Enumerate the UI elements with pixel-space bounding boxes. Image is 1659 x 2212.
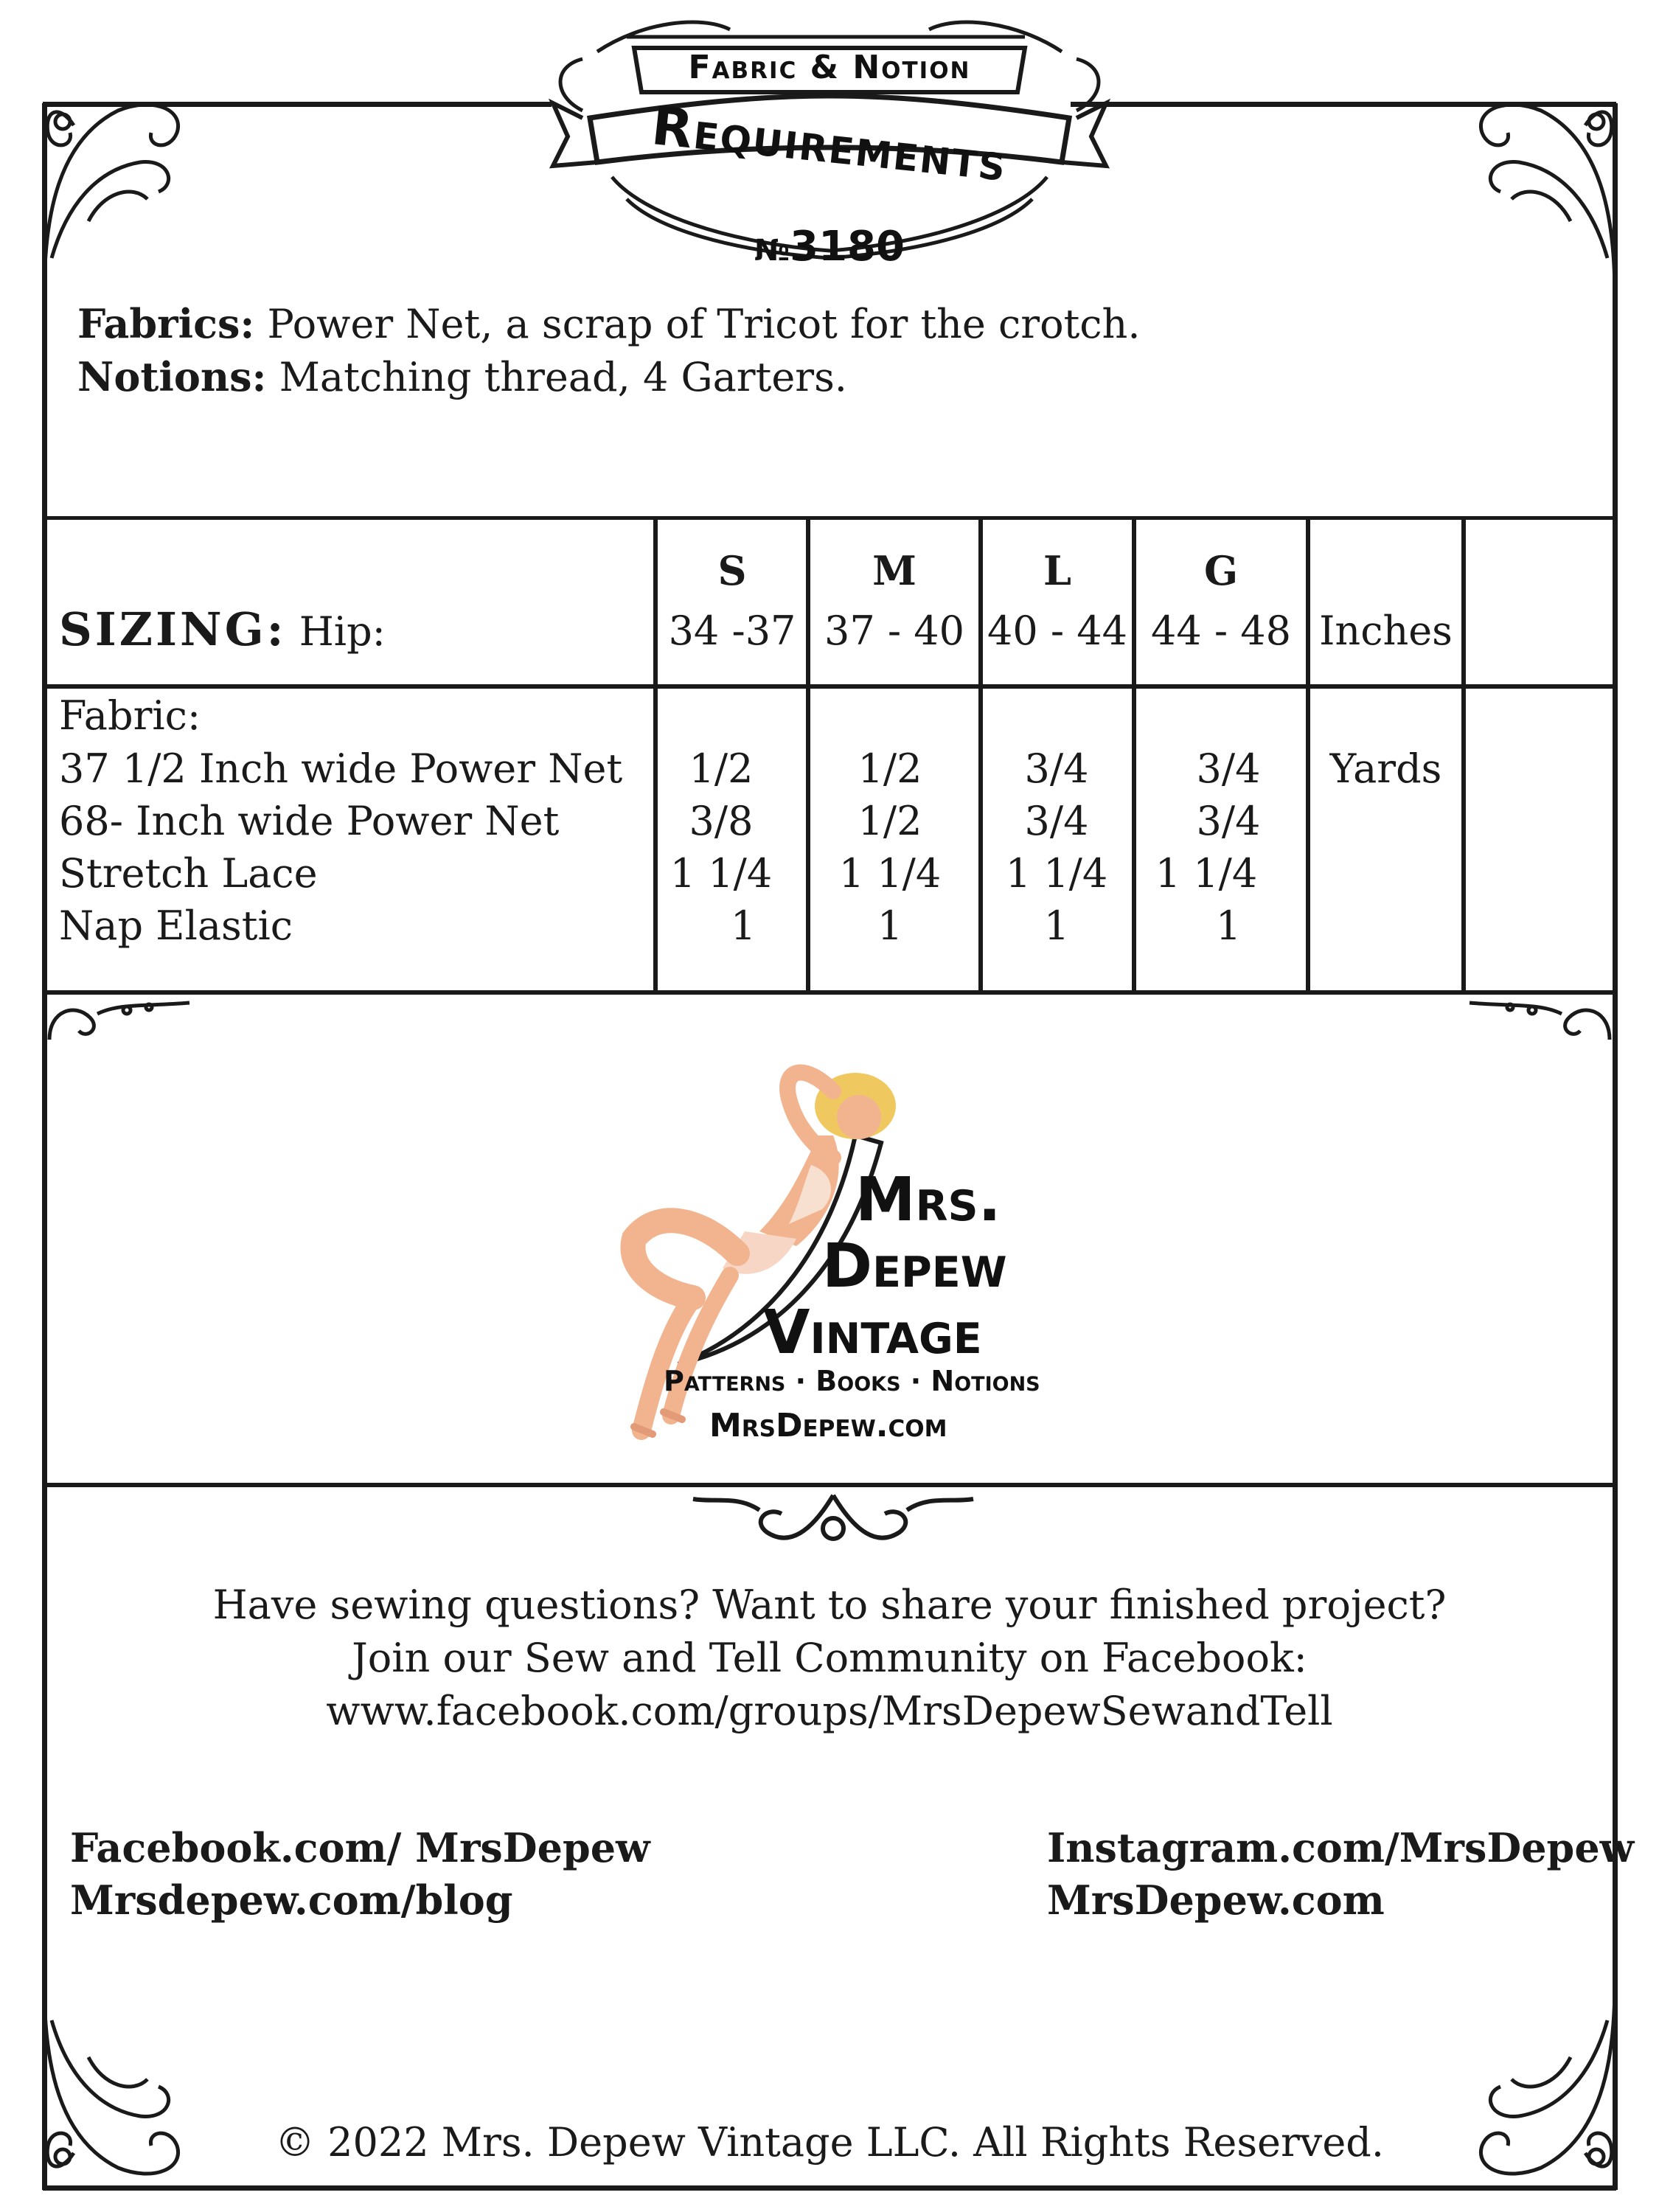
website-link[interactable]: MrsDepew.com (1047, 1877, 1385, 1924)
logo-line-mrs: Mrs. (855, 1165, 1001, 1235)
logo-line-vintage: Vintage (763, 1298, 982, 1368)
size-range: 40 - 44 (987, 608, 1127, 654)
fabric-row-value: 1 1/4 (838, 850, 942, 897)
size-range: 44 - 48 (1150, 608, 1291, 654)
logo-site: MrsDepew.com (709, 1407, 947, 1444)
scroll-ornament-right-icon (1466, 995, 1613, 1047)
fabric-row-value: 1/2 (858, 798, 922, 844)
fabrics-text: Power Net, a scrap of Tricot for the crotch. (254, 301, 1141, 347)
fabric-row-name: 37 1/2 Inch wide Power Net (59, 745, 623, 792)
fabric-row-name: Nap Elastic (59, 902, 293, 949)
frame-left (42, 103, 47, 2190)
notions-text: Matching thread, 4 Garters. (266, 354, 847, 400)
fabric-row-name: Stretch Lace (59, 850, 318, 897)
frame-bottom (43, 2185, 1616, 2191)
fabric-row-value: 3/4 (1196, 798, 1261, 844)
logo-line-depew: Depew (822, 1231, 1007, 1301)
community-line: Join our Sew and Tell Community on Facebook: (352, 1635, 1307, 1681)
scroll-ornament-left-icon (46, 995, 193, 1047)
corner-ornament-top-right-icon (1453, 81, 1630, 302)
fabric-row-value: 1 (730, 902, 757, 949)
fabric-row-value: 1 (877, 902, 903, 949)
number-prefix: № (754, 234, 790, 268)
community-line: Have sewing questions? Want to share your finished project? (212, 1582, 1447, 1628)
size-range: 34 -37 (668, 608, 796, 654)
community-facebook-group-link[interactable]: www.facebook.com/groups/MrsDepewSewandTell (326, 1688, 1333, 1734)
sizing-unit: Inches (1319, 608, 1453, 654)
center-flourish-icon (686, 1488, 981, 1554)
blog-link[interactable]: Mrsdepew.com/blog (70, 1877, 513, 1924)
fabrics-line (77, 297, 1141, 351)
fabric-row-value: 1 (1215, 902, 1242, 949)
header-title: Requirements (649, 94, 1010, 194)
facebook-link[interactable]: Facebook.com/ MrsDepew (70, 1824, 650, 1871)
divider-table-bottom (44, 990, 1615, 995)
fabric-row-value: 1 1/4 (1155, 850, 1258, 897)
fabric-row-value: 3/8 (689, 798, 754, 844)
corner-ornament-top-left-icon (29, 81, 206, 302)
size-letter: S (717, 547, 747, 594)
size-letter: L (1043, 547, 1071, 594)
fabric-row-value: 1/2 (858, 745, 922, 792)
divider-logo-bottom (44, 1483, 1615, 1487)
table-col-line (653, 518, 658, 992)
fabric-row-value: 1 1/4 (1005, 850, 1108, 897)
logo-tagline: Patterns · Books · Notions (664, 1365, 1040, 1397)
notions-line (77, 350, 847, 404)
fabric-row-value: 3/4 (1196, 745, 1261, 792)
hip-label: Hip: (299, 608, 386, 655)
fabrics-label: Fabrics: (77, 300, 255, 347)
header-subtitle: Fabric & Notion (688, 49, 971, 86)
fabric-row-value: 1/2 (689, 745, 754, 792)
fabric-unit: Yards (1329, 745, 1442, 792)
sizing-heading (59, 603, 386, 658)
fabric-row-value: 1 1/4 (669, 850, 773, 897)
sizing-label: SIZING: (59, 602, 287, 656)
frame-right (1613, 103, 1618, 2190)
size-letter: G (1203, 547, 1239, 594)
fabric-row-value: 1 (1043, 902, 1070, 949)
size-letter: M (872, 547, 917, 594)
fabric-row-value: 3/4 (1024, 798, 1089, 844)
instagram-link[interactable]: Instagram.com/MrsDepew (1047, 1824, 1635, 1871)
fabric-heading: Fabric: (59, 692, 201, 739)
fabric-row-name: 68- Inch wide Power Net (59, 798, 560, 844)
number-value: 3180 (790, 223, 905, 271)
pattern-number (737, 221, 922, 276)
divider-header-row (44, 684, 1615, 689)
notions-label: Notions: (77, 353, 267, 400)
copyright: © 2022 Mrs. Depew Vintage LLC. All Rights Reserved. (274, 2119, 1385, 2166)
size-range: 37 - 40 (824, 608, 964, 654)
table-col-line (1461, 518, 1466, 992)
fabric-row-value: 3/4 (1024, 745, 1089, 792)
divider-table-top (44, 516, 1615, 520)
